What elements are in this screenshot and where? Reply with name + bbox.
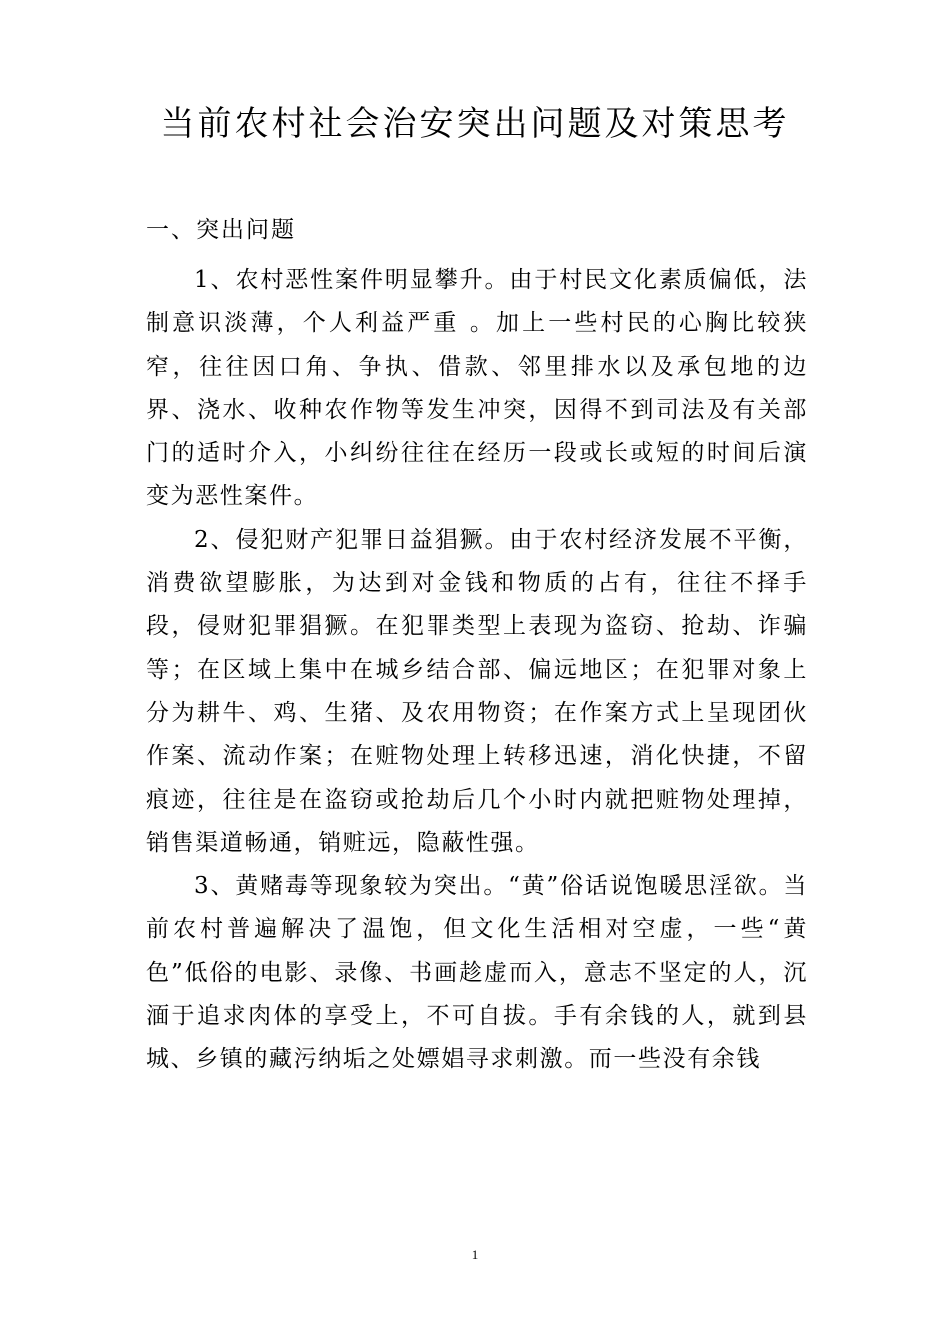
paragraph-3: 3、黄赌毒等现象较为突出。“黄”俗话说饱暖思淫欲。当前农村普遍解决了温饱，但文化生活相对空虚，一些“黄色”低俗的电影、录像、书画趁虚而入，意志不坚定的人，沉湎于追求肉体的享受上，不可自拔。手有余钱的人，就到县城、乡镇的藏污纳垢之处嫖娼寻求刺激。而一些没有余钱 <box>146 873 808 1073</box>
paragraph-1: 1、农村恶性案件明显攀升。由于村民文化素质偏低，法制意识淡薄，个人利益严重 。加上一些村民的心胸比较狭窄，往往因口角、争执、借款、邻里排水以及承包地的边界、浇水、收种农作物等发生冲突，因得不到司法及有关部门的适时介入，小纠纷往往在经历一段或长或短的时间后演变为恶性案件。 <box>146 267 808 510</box>
document-body <box>146 259 808 1082</box>
paragraph-2: 2、侵犯财产犯罪日益猖獗。由于农村经济发展不平衡，消费欲望膨胀，为达到对金钱和物质的占有，往往不择手段，侵财犯罪猖獗。在犯罪类型上表现为盗窃、抢劫、诈骗等；在区域上集中在城乡结合部、偏远地区；在犯罪对象上分为耕牛、鸡、生猪、及农用物资；在作案方式上呈现团伙作案、流动作案；在赃物处理上转移迅速，消化快捷，不留痕迹，往往是在盗窃或抢劫后几个小时内就把赃物处理掉，销售渠道畅通，销赃远，隐蔽性强。 <box>146 526 808 856</box>
document-title: 当前农村社会治安突出问题及对策思考 <box>160 104 790 144</box>
section-heading: 一、突出问题 <box>146 217 296 243</box>
page-number: 1 <box>471 1247 479 1262</box>
